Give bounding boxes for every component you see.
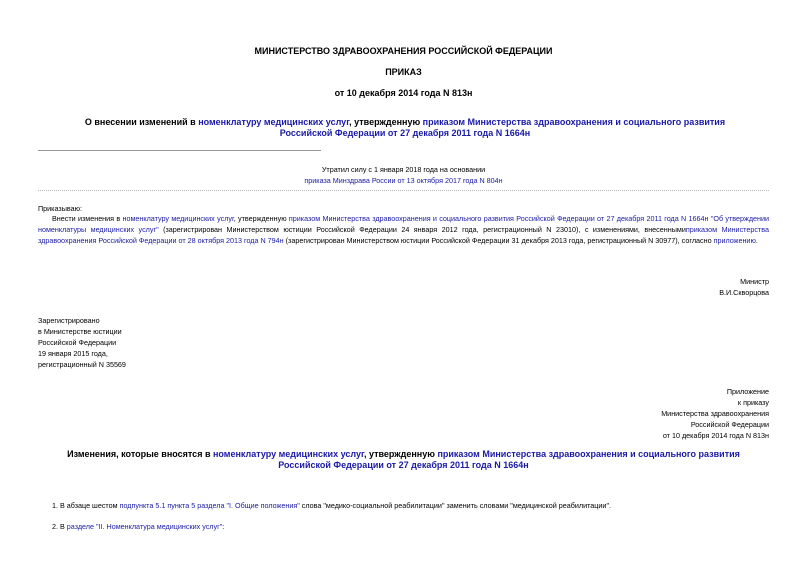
signature-block: [719, 276, 769, 298]
repeal-status: [0, 164, 807, 186]
title-text-2: , утвержденную: [349, 117, 423, 127]
registration-line: 19 января 2015 года,: [38, 349, 108, 358]
appendix-block: [661, 386, 769, 441]
item-2-text-2: :: [222, 522, 225, 531]
title-divider: [38, 150, 321, 151]
order-1664n-full-link[interactable]: приказом Министерства здравоохранения и социального развития Российской Федерации от 27 декабря 2011 года N 1664н "Об утверждении номенклатуры медицинских услуг": [38, 214, 770, 234]
order-text-5: .: [755, 236, 758, 245]
registration-block: [38, 315, 126, 370]
order-nomenclature-link[interactable]: номенклатуру медицинских услуг: [122, 214, 234, 223]
status-divider: [38, 190, 769, 191]
signature-position: Министр: [740, 277, 769, 286]
item-2-text-1: 2. В: [52, 522, 67, 531]
order-text-4: (зарегистрирован Министерством юстиции Российской Федерации 31 декабря 2013 года, регистрационный N 30977), согласно: [283, 236, 714, 245]
ministry-heading: МИНИСТЕРСТВО ЗДРАВООХРАНЕНИЯ РОССИЙСКОЙ ФЕДЕРАЦИИ: [254, 46, 553, 56]
appendix-line: Российской Федерации: [690, 420, 769, 429]
signature-name: В.И.Скворцова: [719, 288, 769, 297]
document-type: ПРИКАЗ: [385, 67, 422, 77]
registration-line: Российской Федерации: [38, 338, 117, 347]
title-text-1: О внесении изменений в: [84, 117, 199, 127]
changes-title-text-2: , утвержденную: [363, 449, 438, 459]
section-ii-link[interactable]: разделе "II. Номенклатура медицинских услуг": [66, 522, 223, 531]
appendix-line: от 10 декабря 2014 года N 813н: [662, 431, 769, 440]
registration-line: Зарегистрировано: [38, 316, 100, 325]
order-paragraph: [38, 213, 769, 246]
subsection-5-1-link[interactable]: подпункта 5.1 пункта 5 раздела "I. Общие положения": [119, 501, 300, 510]
appendix-line: Приложение: [726, 387, 769, 396]
appendix-link[interactable]: приложению: [713, 236, 756, 245]
document-title: [60, 117, 750, 139]
order-text-3: (зарегистрирован Министерством юстиции Российской Федерации 24 января 2012 года, регистрационный N 23010), с изменениями, внесенными: [158, 225, 686, 234]
appendix-line: к приказу: [737, 398, 769, 407]
changes-title: [40, 449, 767, 471]
order-794n-link[interactable]: приказом Министерства здравоохранения Российской Федерации от 28 октября 2013 года N 794н: [38, 225, 769, 245]
change-item-2: [52, 521, 769, 532]
item-1-text-2: слова "медико-социальной реабилитации" заменить словами "медицинской реабилитации".: [299, 501, 611, 510]
order-intro: Приказываю:: [38, 204, 82, 213]
order-text-2: , утвержденную: [233, 214, 289, 223]
order-text-1: Внести изменения в: [52, 214, 123, 223]
repeal-status-text: Утратил силу с 1 января 2018 года на основании: [321, 165, 486, 174]
changes-nomenclature-link[interactable]: номенклатуру медицинских услуг: [212, 449, 364, 459]
changes-order-1664n-link[interactable]: приказом Министерства здравоохранения и социального развития Российской Федерации от 27 декабря 2011 года N 1664н: [278, 449, 740, 470]
appendix-line: Министерства здравоохранения: [661, 409, 769, 418]
change-item-1: [52, 500, 769, 511]
order-date-number: от 10 декабря 2014 года N 813н: [334, 88, 473, 98]
repeal-order-link[interactable]: приказа Минздрава России от 13 октября 2017 года N 804н: [304, 176, 503, 185]
item-1-text-1: 1. В абзаце шестом: [52, 501, 120, 510]
changes-title-text-1: Изменения, которые вносятся в: [67, 449, 213, 459]
registration-line: в Министерстве юстиции: [38, 327, 122, 336]
order-1664n-link[interactable]: приказом Министерства здравоохранения и социального развития Российской Федерации от 27 декабря 2011 года N 1664н: [279, 117, 726, 138]
registration-line: регистрационный N 35569: [38, 360, 126, 369]
nomenclature-link[interactable]: номенклатуру медицинских услуг: [198, 117, 350, 127]
